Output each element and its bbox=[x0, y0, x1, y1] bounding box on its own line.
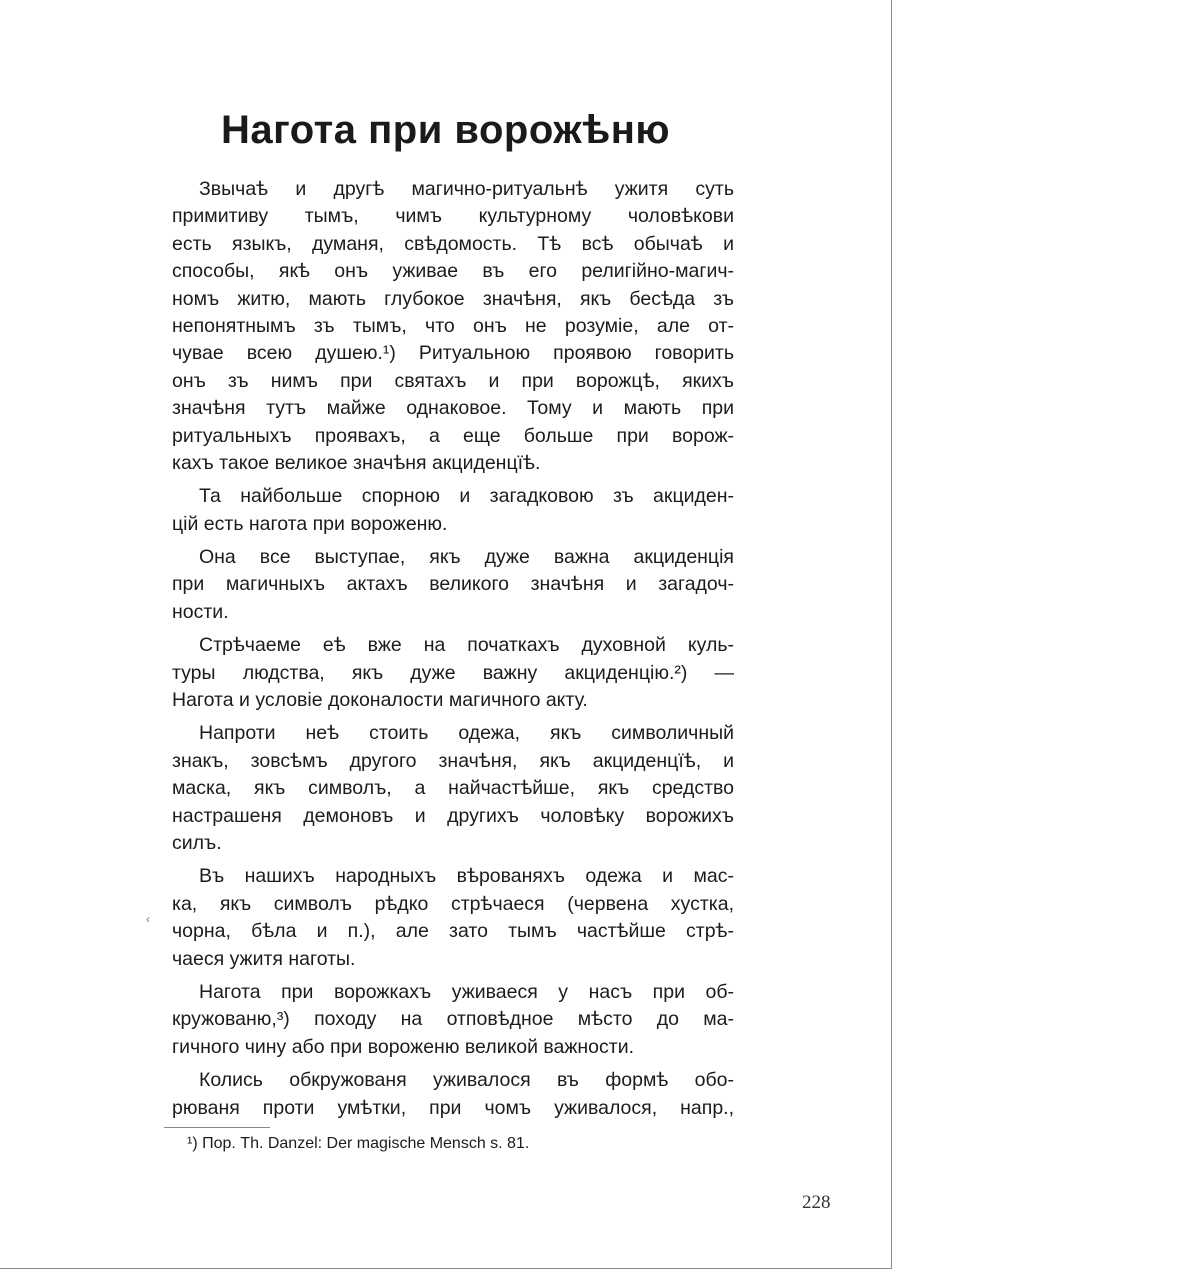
text-line: Нагота и условіе доконалости магичного акту. bbox=[172, 689, 588, 712]
text-line: примитиву тымъ, чимъ культурному чоловѣкови bbox=[172, 205, 734, 228]
text-line: кружованю,³) походу на отповѣдное мѣсто до ма- bbox=[172, 1008, 734, 1031]
text-line: при магичныхъ актахъ великого значѣня и загадоч- bbox=[172, 573, 734, 596]
text-line: непонятнымъ зъ тымъ, что онъ не розуміе, але от- bbox=[172, 314, 734, 337]
footnote: ¹) Пор. Th. Danzel: Der magische Mensch s. 81. bbox=[187, 1135, 530, 1152]
text-line: цій есть нагота при вороженю. bbox=[172, 512, 448, 535]
margin-mark: ‹ bbox=[146, 912, 150, 926]
text-line: кахъ такое великое значѣня акциденцїѣ. bbox=[172, 451, 541, 474]
text-line: значѣня тутъ майже однаковое. Тому и мають при bbox=[172, 397, 734, 420]
text-line: силъ. bbox=[172, 831, 222, 854]
body-text bbox=[172, 176, 734, 1128]
paragraph bbox=[172, 632, 734, 714]
text-line: онъ зъ нимъ при святахъ и при ворожцѣ, якихъ bbox=[172, 369, 734, 392]
paragraph bbox=[172, 544, 734, 626]
text-line: Нагота при ворожкахъ уживаеся у насъ при об- bbox=[199, 980, 734, 1003]
text-line: Напроти неѣ стоить одежа, якъ символичный bbox=[199, 722, 734, 745]
text-line: Стрѣчаеме еѣ вже на початкахъ духовной куль- bbox=[199, 634, 734, 657]
text-line: ка, якъ символъ рѣдко стрѣчаеся (червена хустка, bbox=[172, 892, 734, 915]
text-line: номъ житю, мають глубокое значѣня, якъ бесѣда зъ bbox=[172, 287, 734, 310]
page-number: 228 bbox=[802, 1192, 831, 1213]
text-line: Та найбольше спорною и загадковою зъ акциден- bbox=[199, 485, 734, 508]
paragraph bbox=[172, 720, 734, 857]
text-line: способы, якѣ онъ уживае въ его религійно-магич- bbox=[172, 260, 734, 283]
text-line: маска, якъ символъ, а найчастѣйше, якъ средство bbox=[172, 777, 734, 800]
text-line: чорна, бѣла и п.), але зато тымъ частѣйше стрѣ- bbox=[172, 920, 734, 943]
text-line: Въ нашихъ народныхъ вѣрованяхъ одежа и мас- bbox=[199, 865, 734, 888]
paragraph bbox=[172, 483, 734, 538]
footnote-rule bbox=[164, 1127, 270, 1128]
paragraph bbox=[172, 979, 734, 1061]
text-line: Она все выступае, якъ дуже важна акциденція bbox=[199, 546, 734, 569]
paragraph bbox=[172, 863, 734, 973]
text-line: чувае всею душею.¹) Ритуальною проявою говорить bbox=[172, 342, 734, 365]
paragraph bbox=[172, 176, 734, 477]
paragraph bbox=[172, 1067, 734, 1122]
text-line: ритуальныхъ проявахъ, а еще больше при ворож- bbox=[172, 424, 734, 447]
text-line: рюваня проти умѣтки, при чомъ уживалося, напр., bbox=[172, 1096, 734, 1119]
text-line: чаеся ужитя наготы. bbox=[172, 947, 356, 970]
text-line: есть языкъ, думаня, свѣдомость. Тѣ всѣ обычаѣ и bbox=[172, 232, 734, 255]
text-line: туры людства, якъ дуже важну акциденцію.²) — bbox=[172, 661, 734, 684]
text-line: ности. bbox=[172, 600, 229, 623]
text-line: настрашеня демоновъ и другихъ чоловѣку ворожихъ bbox=[172, 804, 734, 827]
text-line: гичного чину або при вороженю великой важности. bbox=[172, 1035, 635, 1058]
text-line: знакъ, зовсѣмъ другого значѣня, якъ акциденцїѣ, и bbox=[172, 749, 734, 772]
text-line: Звычаѣ и другѣ магично-ритуальнѣ ужитя суть bbox=[199, 178, 734, 200]
page-title: Нагота при ворожѣню bbox=[220, 108, 671, 152]
text-line: Колись обкружованя уживалося въ формѣ обо- bbox=[199, 1069, 734, 1092]
